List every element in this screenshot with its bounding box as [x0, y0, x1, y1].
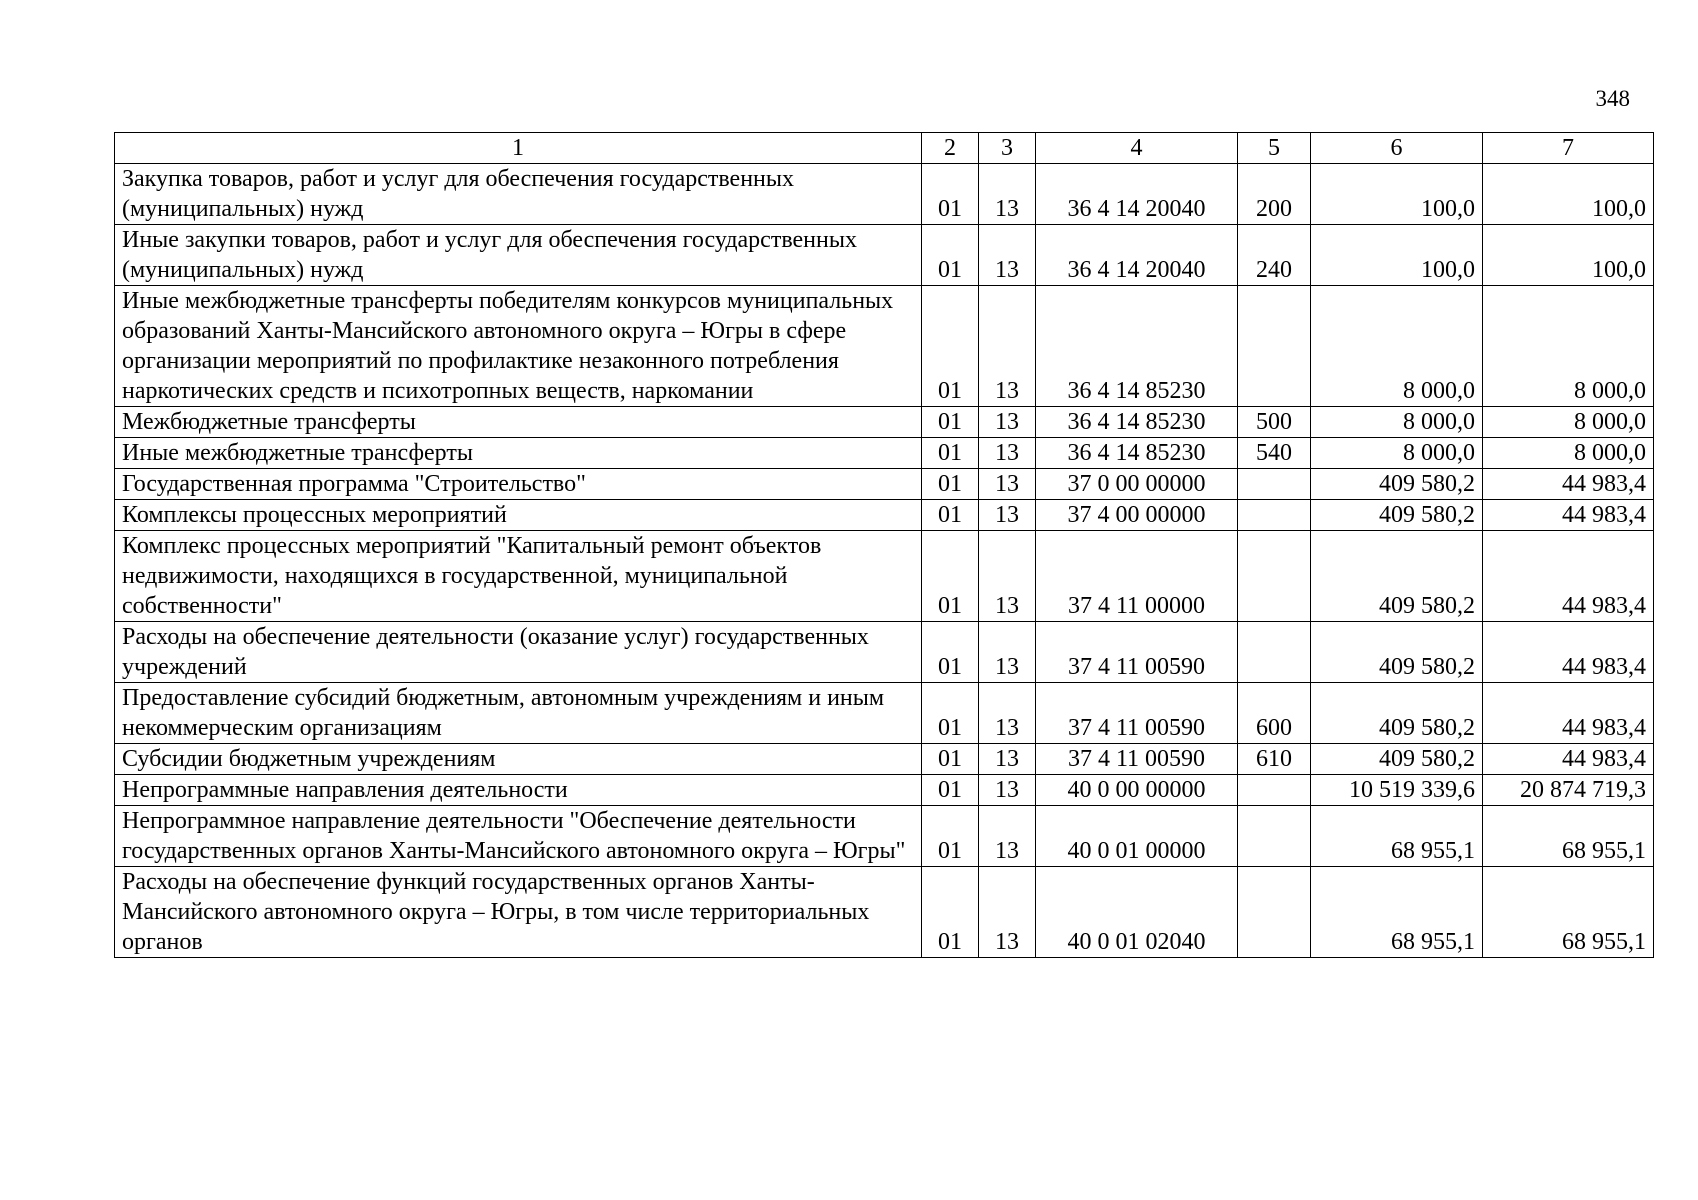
target-article-cell: 40 0 01 00000: [1036, 806, 1238, 867]
amount-col6-cell: 100,0: [1311, 164, 1483, 225]
target-article-cell: 36 4 14 85230: [1036, 438, 1238, 469]
expense-type-cell: 500: [1238, 407, 1311, 438]
expense-type-cell: 540: [1238, 438, 1311, 469]
expense-type-cell: 240: [1238, 225, 1311, 286]
subsection-code-cell: 13: [979, 622, 1036, 683]
table-row: [115, 469, 1654, 500]
subsection-code-cell: 13: [979, 867, 1036, 958]
section-code-cell: 01: [922, 622, 979, 683]
amount-col6-cell: 409 580,2: [1311, 469, 1483, 500]
amount-col6-cell: 409 580,2: [1311, 622, 1483, 683]
target-article-cell: 37 4 11 00590: [1036, 622, 1238, 683]
row-name-cell: Субсидии бюджетным учреждениям: [115, 744, 922, 775]
amount-col6-cell: 409 580,2: [1311, 531, 1483, 622]
amount-col7-cell: 44 983,4: [1483, 469, 1654, 500]
table-header-row: [115, 133, 1654, 164]
amount-col7-cell: 44 983,4: [1483, 500, 1654, 531]
target-article-cell: 37 4 11 00000: [1036, 531, 1238, 622]
amount-col7-cell: 68 955,1: [1483, 806, 1654, 867]
table-row: [115, 622, 1654, 683]
row-name-cell: Комплексы процессных мероприятий: [115, 500, 922, 531]
amount-col7-cell: 44 983,4: [1483, 622, 1654, 683]
amount-col7-cell: 100,0: [1483, 164, 1654, 225]
section-code-cell: 01: [922, 531, 979, 622]
section-code-cell: 01: [922, 225, 979, 286]
budget-table: [114, 132, 1654, 958]
subsection-code-cell: 13: [979, 225, 1036, 286]
target-article-cell: 40 0 00 00000: [1036, 775, 1238, 806]
amount-col7-cell: 68 955,1: [1483, 867, 1654, 958]
column-header: 4: [1036, 133, 1238, 164]
row-name-cell: Закупка товаров, работ и услуг для обеспечения государственных (муниципальных) нужд: [115, 164, 922, 225]
target-article-cell: 37 0 00 00000: [1036, 469, 1238, 500]
row-name-cell: Непрограммные направления деятельности: [115, 775, 922, 806]
row-name-cell: Государственная программа "Строительство": [115, 469, 922, 500]
target-article-cell: 37 4 00 00000: [1036, 500, 1238, 531]
subsection-code-cell: 13: [979, 407, 1036, 438]
expense-type-cell: [1238, 286, 1311, 407]
row-name-cell: Непрограммное направление деятельности "Обеспечение деятельности государственных органов Ханты-Мансийского автономного округа – Югры": [115, 806, 922, 867]
amount-col6-cell: 8 000,0: [1311, 438, 1483, 469]
amount-col6-cell: 8 000,0: [1311, 407, 1483, 438]
page-number: 348: [1595, 86, 1630, 111]
target-article-cell: 36 4 14 85230: [1036, 407, 1238, 438]
column-header: 2: [922, 133, 979, 164]
target-article-cell: 36 4 14 20040: [1036, 225, 1238, 286]
table-row: [115, 407, 1654, 438]
column-header: 1: [115, 133, 922, 164]
amount-col7-cell: 20 874 719,3: [1483, 775, 1654, 806]
amount-col6-cell: 10 519 339,6: [1311, 775, 1483, 806]
expense-type-cell: [1238, 867, 1311, 958]
target-article-cell: 36 4 14 20040: [1036, 164, 1238, 225]
row-name-cell: Иные межбюджетные трансферты: [115, 438, 922, 469]
section-code-cell: 01: [922, 500, 979, 531]
table-row: [115, 744, 1654, 775]
target-article-cell: 36 4 14 85230: [1036, 286, 1238, 407]
column-header: 6: [1311, 133, 1483, 164]
table-row: [115, 531, 1654, 622]
amount-col7-cell: 44 983,4: [1483, 531, 1654, 622]
row-name-cell: Предоставление субсидий бюджетным, автономным учреждениям и иным некоммерческим организациям: [115, 683, 922, 744]
expense-type-cell: [1238, 531, 1311, 622]
subsection-code-cell: 13: [979, 744, 1036, 775]
column-header: 7: [1483, 133, 1654, 164]
subsection-code-cell: 13: [979, 469, 1036, 500]
expense-type-cell: 200: [1238, 164, 1311, 225]
section-code-cell: 01: [922, 407, 979, 438]
amount-col7-cell: 44 983,4: [1483, 744, 1654, 775]
section-code-cell: 01: [922, 683, 979, 744]
section-code-cell: 01: [922, 867, 979, 958]
amount-col6-cell: 68 955,1: [1311, 867, 1483, 958]
target-article-cell: 37 4 11 00590: [1036, 683, 1238, 744]
table-row: [115, 286, 1654, 407]
table-row: [115, 500, 1654, 531]
amount-col7-cell: 44 983,4: [1483, 683, 1654, 744]
section-code-cell: 01: [922, 164, 979, 225]
column-header: 3: [979, 133, 1036, 164]
section-code-cell: 01: [922, 744, 979, 775]
expense-type-cell: 600: [1238, 683, 1311, 744]
subsection-code-cell: 13: [979, 683, 1036, 744]
table-row: [115, 683, 1654, 744]
row-name-cell: Расходы на обеспечение функций государственных органов Ханты-Мансийского автономного округа – Югры, в том числе территориальных органов: [115, 867, 922, 958]
table-row: [115, 867, 1654, 958]
row-name-cell: Иные межбюджетные трансферты победителям конкурсов муниципальных образований Ханты-Мансийского автономного округа – Югры в сфере организации мероприятий по профилактике незаконного потребления наркотических средств и психотропных веществ, наркомании: [115, 286, 922, 407]
section-code-cell: 01: [922, 806, 979, 867]
subsection-code-cell: 13: [979, 500, 1036, 531]
amount-col6-cell: 8 000,0: [1311, 286, 1483, 407]
amount-col6-cell: 409 580,2: [1311, 744, 1483, 775]
row-name-cell: Иные закупки товаров, работ и услуг для обеспечения государственных (муниципальных) нужд: [115, 225, 922, 286]
amount-col6-cell: 409 580,2: [1311, 500, 1483, 531]
amount-col7-cell: 8 000,0: [1483, 407, 1654, 438]
subsection-code-cell: 13: [979, 775, 1036, 806]
table-row: [115, 225, 1654, 286]
expense-type-cell: [1238, 469, 1311, 500]
section-code-cell: 01: [922, 438, 979, 469]
table-row: [115, 164, 1654, 225]
subsection-code-cell: 13: [979, 438, 1036, 469]
amount-col6-cell: 409 580,2: [1311, 683, 1483, 744]
column-header: 5: [1238, 133, 1311, 164]
section-code-cell: 01: [922, 286, 979, 407]
table-row: [115, 438, 1654, 469]
table-row: [115, 806, 1654, 867]
expense-type-cell: [1238, 500, 1311, 531]
subsection-code-cell: 13: [979, 286, 1036, 407]
subsection-code-cell: 13: [979, 164, 1036, 225]
section-code-cell: 01: [922, 775, 979, 806]
amount-col6-cell: 68 955,1: [1311, 806, 1483, 867]
row-name-cell: Межбюджетные трансферты: [115, 407, 922, 438]
section-code-cell: 01: [922, 469, 979, 500]
row-name-cell: Комплекс процессных мероприятий "Капитальный ремонт объектов недвижимости, находящихся в государственной, муниципальной собственности": [115, 531, 922, 622]
amount-col6-cell: 100,0: [1311, 225, 1483, 286]
row-name-cell: Расходы на обеспечение деятельности (оказание услуг) государственных учреждений: [115, 622, 922, 683]
expense-type-cell: [1238, 775, 1311, 806]
target-article-cell: 37 4 11 00590: [1036, 744, 1238, 775]
table-row: [115, 775, 1654, 806]
amount-col7-cell: 8 000,0: [1483, 438, 1654, 469]
amount-col7-cell: 100,0: [1483, 225, 1654, 286]
target-article-cell: 40 0 01 02040: [1036, 867, 1238, 958]
expense-type-cell: [1238, 622, 1311, 683]
subsection-code-cell: 13: [979, 806, 1036, 867]
subsection-code-cell: 13: [979, 531, 1036, 622]
expense-type-cell: [1238, 806, 1311, 867]
expense-type-cell: 610: [1238, 744, 1311, 775]
amount-col7-cell: 8 000,0: [1483, 286, 1654, 407]
